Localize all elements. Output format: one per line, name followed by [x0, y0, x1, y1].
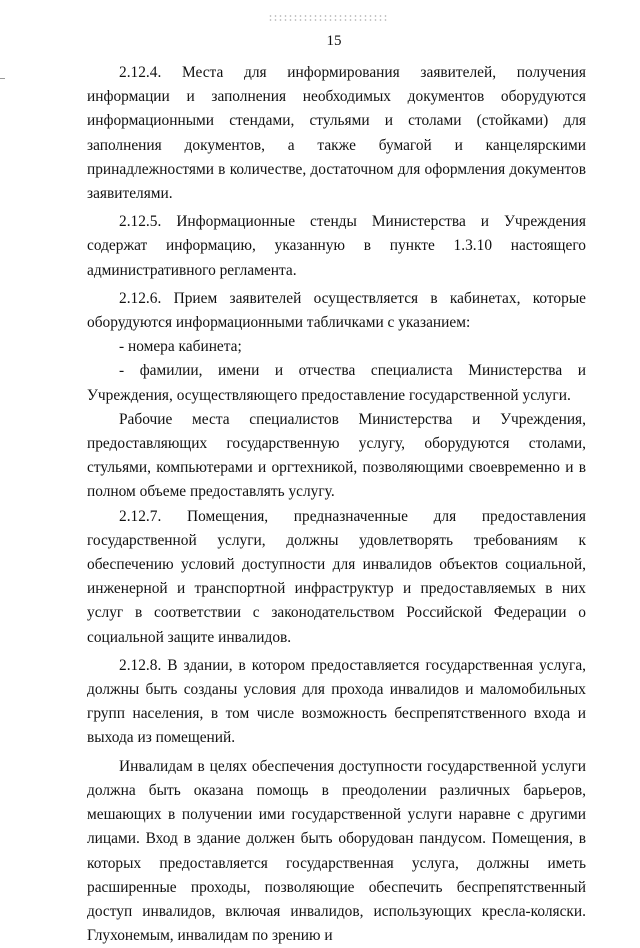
paragraph-disabled-access: Инвалидам в целях обеспечения доступности государственной услуги должна быть оказана помощь в преодолении различных барьеров, мешающих в получении ими государственной услуги наравне с другими лицами. Вход в здание должен быть оборудован пандусом. Помещения, в которых предоставляется государственная услуга, должны иметь расширенные проходы, позволяющие обеспечить беспрепятственный доступ инвалидов, включая инвалидов, использующих кресла-коляски. Глухонемым, инвалидам по зрению и: [87, 757, 586, 945]
paragraph-workplaces: Рабочие места специалистов Министерства и Учреждения, предоставляющих государственную услугу, оборудуются столами, стульями, компьютерами и оргтехникой, позволяющими своевременно и в полном объеме предоставлять услугу.: [87, 410, 586, 501]
page-number: 15: [326, 33, 342, 49]
list-item-cabinet-number: - номера кабинета;: [119, 338, 242, 356]
list-item-specialist-name: - фамилии, имени и отчества специалиста Министерства и Учреждения, осуществляющего предоставление государственной услуги.: [87, 362, 586, 404]
paragraph-2-12-8: 2.12.8. В здании, в котором предоставляется государственная услуга, должны быть созданы условия для прохода инвалидов и маломобильных групп населения, в том числе возможность беспрепятственного входа и выхода из помещений.: [87, 656, 586, 747]
paragraph-2-12-7: 2.12.7. Помещения, предназначенные для предоставления государственной услуги, должны удовлетворять требованиям к обеспечению условий доступности для инвалидов объектов социальной, инженерной и транспортной инфраструктур и предоставляемых в них услуг в соответствии с законодательством Российской Федерации о социальной защите инвалидов.: [87, 507, 586, 646]
paragraph-2-12-6: 2.12.6. Прием заявителей осуществляется в кабинетах, которые оборудуются информационными табличками с указанием:: [87, 289, 586, 332]
paragraph-2-12-4: 2.12.4. Места для информирования заявителей, получения информации и заполнения необходимых документов оборудуются информационными стендами, стульями и столами (стойками) для заполнения документов, а также бумагой и канцелярскими принадлежностями в количестве, достаточном для оформления документов заявителями.: [87, 64, 586, 203]
scan-artifact: [268, 14, 388, 22]
document-body: [87, 61, 586, 948]
margin-mark: [0, 78, 5, 79]
paragraph-2-12-5: 2.12.5. Информационные стенды Министерства и Учреждения содержат информацию, указанную в пункте 1.3.10 настоящего административного регламента.: [87, 213, 586, 279]
